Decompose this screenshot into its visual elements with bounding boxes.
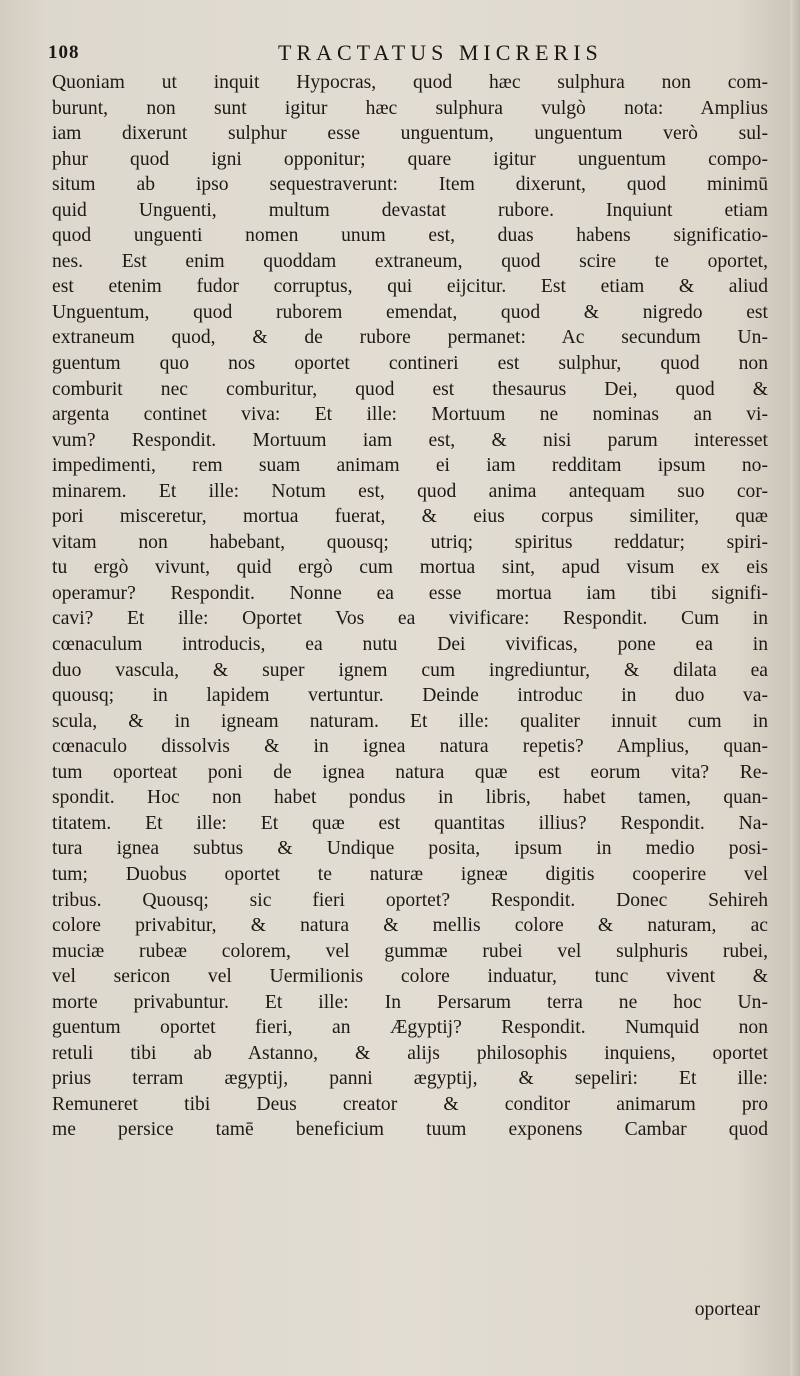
text-line: guentum oportet fieri, an Ægyptij? Respondit. Numquid non [52, 1017, 768, 1039]
text-line: titatem. Et ille: Et quæ est quantitas illius? Respondit. Na- [52, 812, 768, 834]
text-line: tu ergò vivunt, quid ergò cum mortua sint, apud visum ex eis [52, 557, 768, 579]
text-line: duo vascula, & super ignem cum ingrediuntur, & dilata ea [52, 659, 768, 681]
text-line: argenta continet viva: Et ille: Mortuum ne nominas an vi- [52, 404, 768, 426]
text-line: vitam non habebant, quousq; utriq; spiritus reddatur; spiri- [52, 531, 768, 553]
text-line: retuli tibi ab Astanno, & alijs philosophis inquiens, oportet [52, 1042, 768, 1064]
text-line: morte privabuntur. Et ille: In Persarum terra ne hoc Un- [52, 991, 768, 1013]
body-text [52, 70, 768, 1143]
text-line: prius terram ægyptij, panni ægyptij, & sepeliri: Et ille: [52, 1068, 768, 1090]
text-line: cavi? Et ille: Oportet Vos ea vivificare: Respondit. Cum in [52, 608, 768, 630]
text-line: spondit. Hoc non habet pondus in libris, habet tamen, quan- [52, 787, 768, 809]
text-line: tum oporteat poni de ignea natura quæ est eorum vita? Re- [52, 761, 768, 783]
page-edge [790, 0, 800, 1376]
catchword: oportear [694, 1299, 760, 1320]
text-line: Quoniam ut inquit Hypocras, quod hæc sulphura non com- [52, 72, 768, 93]
text-line: guentum quo nos oportet contineri est sulphur, quod non [52, 353, 768, 375]
text-line: cœnaculo dissolvis & in ignea natura repetis? Amplius, quan- [52, 736, 768, 758]
text-line: scula, & in igneam naturam. Et ille: qualiter innuit cum in [52, 710, 768, 732]
text-line: Unguentum, quod ruborem emendat, quod & nigredo est [52, 301, 768, 323]
text-line: Remuneret tibi Deus creator & conditor animarum pro [52, 1093, 768, 1115]
text-line: colore privabitur, & natura & mellis colore & naturam, ac [52, 915, 768, 937]
text-line: me persice tamē beneficium tuum exponens Cambar quod [52, 1119, 768, 1141]
text-line: burunt, non sunt igitur hæc sulphura vulgò nota: Amplius [52, 97, 768, 119]
text-line: operamur? Respondit. Nonne ea esse mortua iam tibi signifi- [52, 582, 768, 604]
text-line: tura ignea subtus & Undique posita, ipsum in medio posi- [52, 838, 768, 860]
page-number: 108 [48, 42, 80, 63]
text-line: situm ab ipso sequestraverunt: Item dixerunt, quod minimū [52, 174, 768, 196]
page-header [48, 40, 768, 68]
text-line: comburit nec comburitur, quod est thesaurus Dei, quod & [52, 378, 768, 400]
text-line: vum? Respondit. Mortuum iam est, & nisi parum interesset [52, 429, 768, 451]
text-line: pori misceretur, mortua fuerat, & eius corpus similiter, quæ [52, 506, 768, 528]
text-line: phur quod igni opponitur; quare igitur unguentum compo- [52, 148, 768, 170]
text-line: tum; Duobus oportet te naturæ igneæ digitis cooperire vel [52, 863, 768, 885]
text-line: quousq; in lapidem vertuntur. Deinde introduc in duo va- [52, 685, 768, 707]
text-line: cœnaculum introducis, ea nutu Dei vivificas, pone ea in [52, 634, 768, 656]
text-line: nes. Est enim quoddam extraneum, quod scire te oportet, [52, 250, 768, 272]
text-line: quid Unguenti, multum devastat rubore. Inquiunt etiam [52, 199, 768, 221]
running-title: TRACTATUS MICRERIS [278, 40, 603, 65]
text-line: iam dixerunt sulphur esse unguentum, unguentum verò sul- [52, 123, 768, 145]
text-line: impedimenti, rem suam animam ei iam redditam ipsum no- [52, 455, 768, 477]
text-line: muciæ rubeæ colorem, vel gummæ rubei vel sulphuris rubei, [52, 940, 768, 962]
text-line: tribus. Quousq; sic fieri oportet? Respondit. Donec Sehireh [52, 889, 768, 911]
text-line: extraneum quod, & de rubore permanet: Ac secundum Un- [52, 327, 768, 349]
text-line: est etenim fudor corruptus, qui eijcitur. Est etiam & aliud [52, 276, 768, 298]
text-line: minarem. Et ille: Notum est, quod anima antequam suo cor- [52, 480, 768, 502]
text-line: quod unguenti nomen unum est, duas habens significatio- [52, 225, 768, 247]
text-line: vel sericon vel Uermilionis colore induatur, tunc vivent & [52, 966, 768, 988]
